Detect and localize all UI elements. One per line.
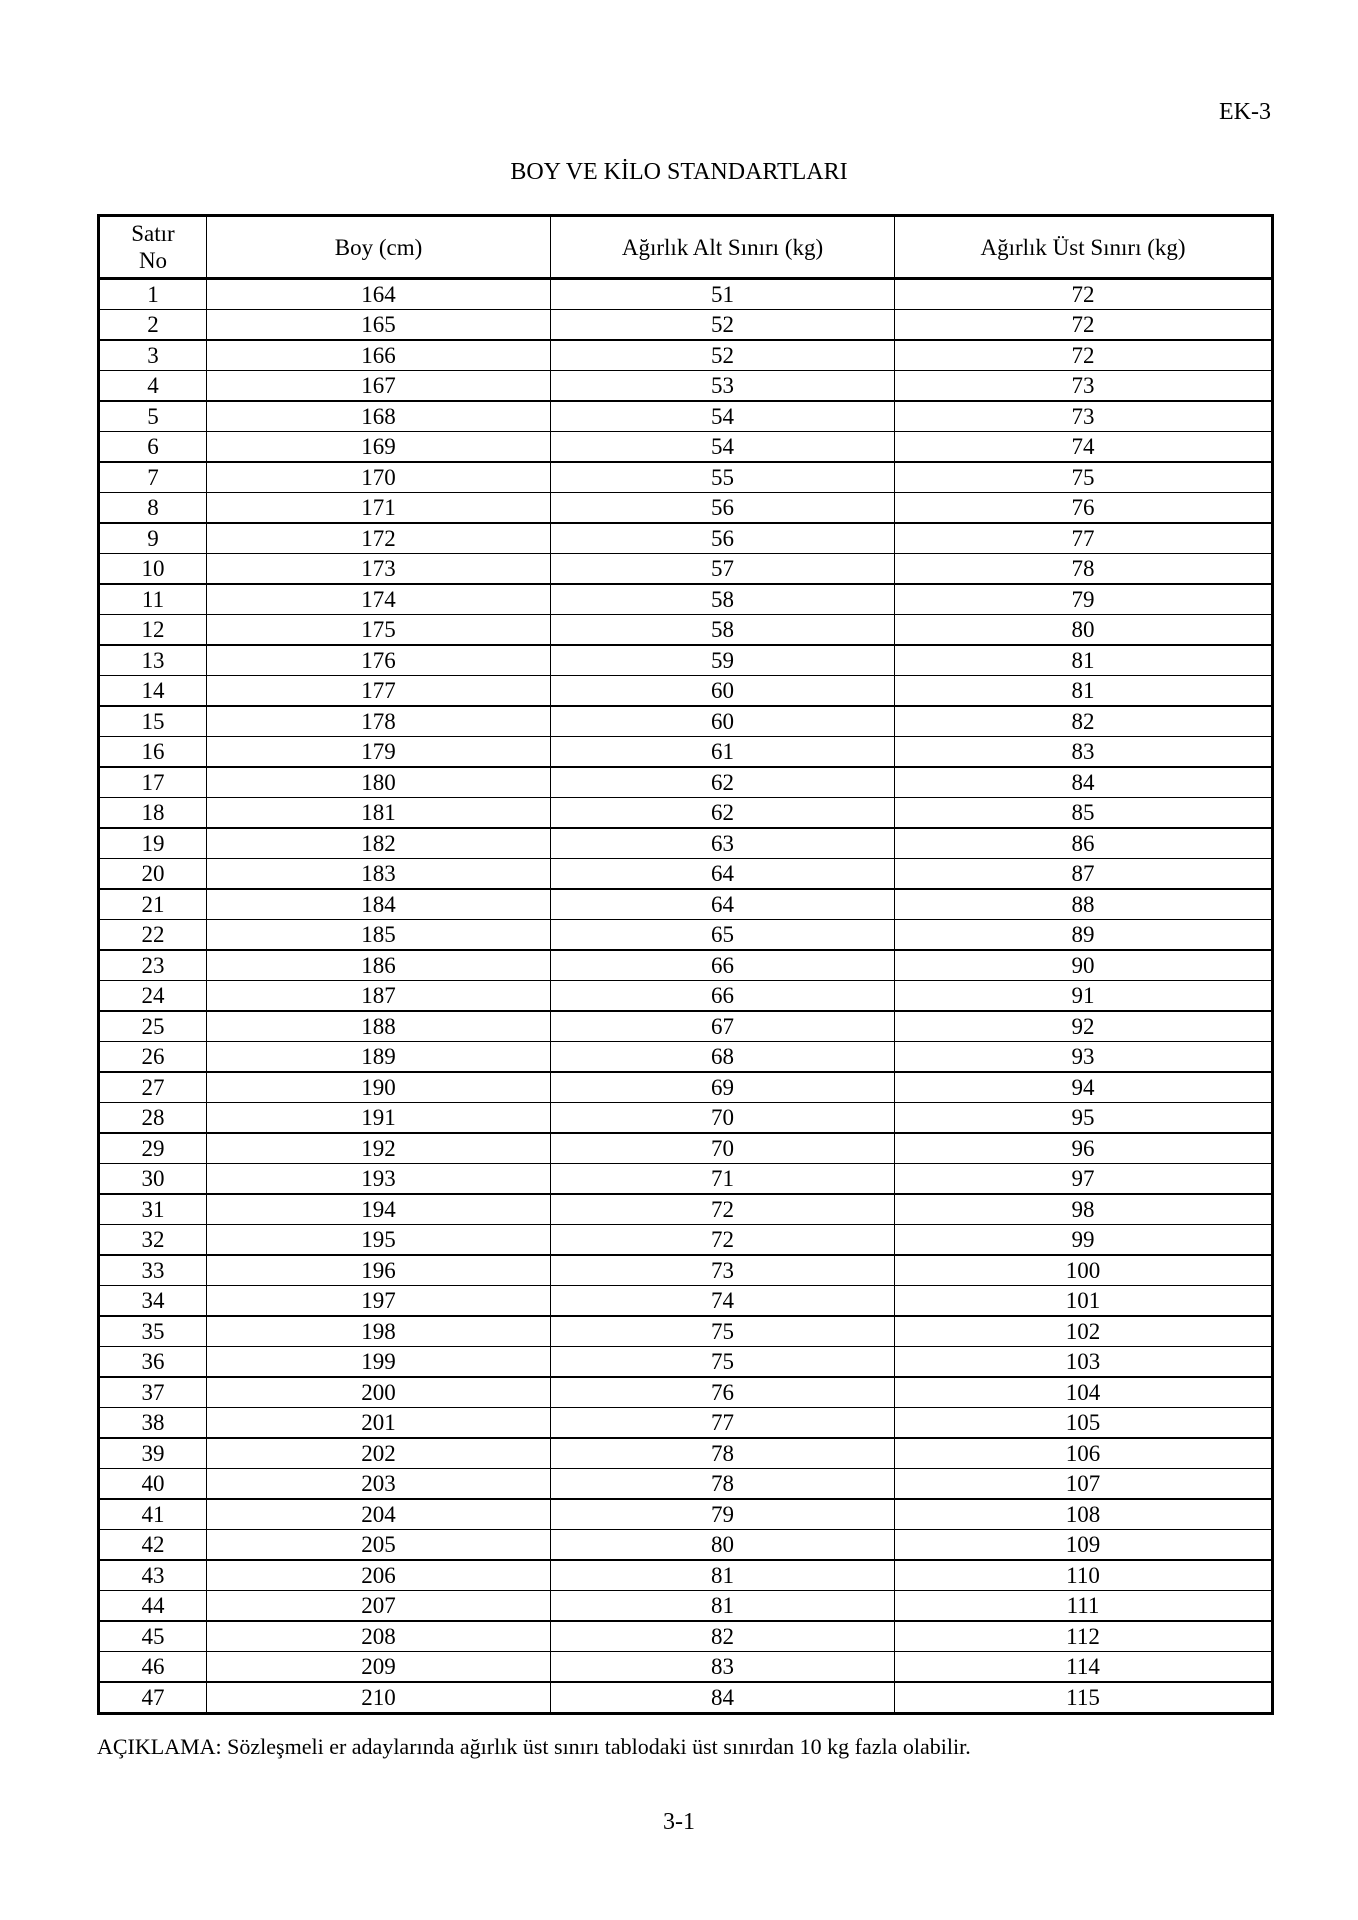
cell-weight-min: 83	[551, 1652, 895, 1683]
table-row	[99, 981, 1273, 1012]
cell-weight-max: 115	[895, 1682, 1273, 1714]
cell-height: 182	[207, 828, 551, 859]
table-row	[99, 1164, 1273, 1195]
table-row	[99, 1042, 1273, 1073]
table-row	[99, 1682, 1273, 1714]
cell-row-no: 12	[99, 615, 207, 646]
cell-height: 206	[207, 1560, 551, 1591]
cell-row-no: 32	[99, 1225, 207, 1256]
table-row	[99, 1103, 1273, 1134]
cell-row-no: 29	[99, 1133, 207, 1164]
cell-weight-min: 71	[551, 1164, 895, 1195]
header-height: Boy (cm)	[207, 216, 551, 279]
cell-weight-max: 114	[895, 1652, 1273, 1683]
cell-weight-max: 100	[895, 1255, 1273, 1286]
cell-weight-min: 68	[551, 1042, 895, 1073]
cell-weight-min: 51	[551, 279, 895, 310]
table-row	[99, 767, 1273, 798]
cell-height: 201	[207, 1408, 551, 1439]
cell-weight-min: 84	[551, 1682, 895, 1714]
cell-weight-max: 85	[895, 798, 1273, 829]
header-row-no	[99, 216, 207, 279]
table-row	[99, 1225, 1273, 1256]
cell-weight-max: 106	[895, 1438, 1273, 1469]
cell-row-no: 38	[99, 1408, 207, 1439]
cell-weight-min: 60	[551, 706, 895, 737]
table-row	[99, 889, 1273, 920]
cell-height: 205	[207, 1530, 551, 1561]
cell-weight-max: 101	[895, 1286, 1273, 1317]
cell-height: 169	[207, 432, 551, 463]
cell-weight-min: 54	[551, 432, 895, 463]
cell-weight-max: 82	[895, 706, 1273, 737]
cell-weight-max: 98	[895, 1194, 1273, 1225]
cell-row-no: 36	[99, 1347, 207, 1378]
cell-row-no: 7	[99, 462, 207, 493]
cell-weight-min: 81	[551, 1591, 895, 1622]
cell-row-no: 44	[99, 1591, 207, 1622]
cell-weight-min: 72	[551, 1225, 895, 1256]
cell-row-no: 37	[99, 1377, 207, 1408]
cell-weight-min: 75	[551, 1316, 895, 1347]
cell-row-no: 40	[99, 1469, 207, 1500]
cell-row-no: 28	[99, 1103, 207, 1134]
cell-row-no: 15	[99, 706, 207, 737]
cell-weight-max: 109	[895, 1530, 1273, 1561]
cell-weight-max: 105	[895, 1408, 1273, 1439]
cell-row-no: 24	[99, 981, 207, 1012]
table-row	[99, 920, 1273, 951]
table-row	[99, 1560, 1273, 1591]
cell-weight-max: 76	[895, 493, 1273, 524]
cell-height: 188	[207, 1011, 551, 1042]
cell-row-no: 22	[99, 920, 207, 951]
table-row	[99, 1621, 1273, 1652]
cell-row-no: 27	[99, 1072, 207, 1103]
header-row-no-line2: No	[138, 248, 168, 273]
table-row	[99, 706, 1273, 737]
table-row	[99, 737, 1273, 768]
cell-height: 179	[207, 737, 551, 768]
cell-height: 183	[207, 859, 551, 890]
cell-row-no: 47	[99, 1682, 207, 1714]
cell-row-no: 23	[99, 950, 207, 981]
cell-row-no: 8	[99, 493, 207, 524]
header-row-no-line1: Satır	[131, 221, 175, 246]
table-row	[99, 584, 1273, 615]
cell-height: 194	[207, 1194, 551, 1225]
table-row	[99, 310, 1273, 341]
table-row	[99, 1255, 1273, 1286]
table-row	[99, 1530, 1273, 1561]
table-row	[99, 1133, 1273, 1164]
cell-height: 210	[207, 1682, 551, 1714]
cell-height: 185	[207, 920, 551, 951]
cell-height: 180	[207, 767, 551, 798]
cell-weight-max: 99	[895, 1225, 1273, 1256]
cell-height: 187	[207, 981, 551, 1012]
page-number: 3-1	[663, 1809, 695, 1835]
cell-height: 175	[207, 615, 551, 646]
cell-weight-max: 94	[895, 1072, 1273, 1103]
cell-weight-min: 78	[551, 1438, 895, 1469]
cell-row-no: 42	[99, 1530, 207, 1561]
table-row	[99, 645, 1273, 676]
cell-height: 181	[207, 798, 551, 829]
cell-weight-min: 55	[551, 462, 895, 493]
table-row	[99, 1591, 1273, 1622]
cell-weight-min: 54	[551, 401, 895, 432]
cell-row-no: 14	[99, 676, 207, 707]
table-row	[99, 950, 1273, 981]
cell-weight-max: 112	[895, 1621, 1273, 1652]
page-title: BOY VE KİLO STANDARTLARI	[510, 159, 848, 185]
table-row	[99, 615, 1273, 646]
table-row	[99, 371, 1273, 402]
cell-weight-max: 110	[895, 1560, 1273, 1591]
cell-weight-min: 66	[551, 981, 895, 1012]
table-row	[99, 1438, 1273, 1469]
cell-row-no: 9	[99, 523, 207, 554]
cell-weight-min: 66	[551, 950, 895, 981]
cell-weight-min: 82	[551, 1621, 895, 1652]
cell-weight-min: 65	[551, 920, 895, 951]
cell-row-no: 33	[99, 1255, 207, 1286]
cell-row-no: 30	[99, 1164, 207, 1195]
header-weight-min: Ağırlık Alt Sınırı (kg)	[551, 216, 895, 279]
cell-weight-min: 52	[551, 310, 895, 341]
annex-label: EK-3	[1219, 99, 1271, 125]
cell-height: 203	[207, 1469, 551, 1500]
cell-weight-min: 75	[551, 1347, 895, 1378]
cell-weight-min: 67	[551, 1011, 895, 1042]
cell-weight-min: 70	[551, 1103, 895, 1134]
cell-weight-min: 58	[551, 584, 895, 615]
cell-weight-min: 77	[551, 1408, 895, 1439]
table-row	[99, 279, 1273, 310]
cell-row-no: 26	[99, 1042, 207, 1073]
cell-weight-max: 75	[895, 462, 1273, 493]
cell-weight-min: 63	[551, 828, 895, 859]
cell-weight-max: 84	[895, 767, 1273, 798]
table-row	[99, 462, 1273, 493]
cell-weight-max: 81	[895, 645, 1273, 676]
cell-row-no: 21	[99, 889, 207, 920]
cell-weight-min: 62	[551, 798, 895, 829]
height-weight-table	[97, 214, 1274, 1715]
cell-weight-max: 95	[895, 1103, 1273, 1134]
cell-height: 165	[207, 310, 551, 341]
cell-height: 207	[207, 1591, 551, 1622]
cell-row-no: 17	[99, 767, 207, 798]
table-row	[99, 1194, 1273, 1225]
cell-row-no: 45	[99, 1621, 207, 1652]
table-row	[99, 493, 1273, 524]
cell-height: 164	[207, 279, 551, 310]
cell-height: 173	[207, 554, 551, 585]
cell-weight-max: 72	[895, 279, 1273, 310]
cell-row-no: 6	[99, 432, 207, 463]
cell-row-no: 43	[99, 1560, 207, 1591]
cell-weight-min: 61	[551, 737, 895, 768]
cell-height: 177	[207, 676, 551, 707]
cell-height: 208	[207, 1621, 551, 1652]
cell-weight-min: 80	[551, 1530, 895, 1561]
cell-height: 196	[207, 1255, 551, 1286]
cell-weight-min: 70	[551, 1133, 895, 1164]
cell-height: 197	[207, 1286, 551, 1317]
cell-row-no: 18	[99, 798, 207, 829]
cell-weight-max: 80	[895, 615, 1273, 646]
cell-row-no: 46	[99, 1652, 207, 1683]
table-row	[99, 1347, 1273, 1378]
cell-weight-max: 81	[895, 676, 1273, 707]
cell-row-no: 20	[99, 859, 207, 890]
cell-weight-max: 72	[895, 340, 1273, 371]
cell-height: 190	[207, 1072, 551, 1103]
table-row	[99, 523, 1273, 554]
cell-weight-max: 83	[895, 737, 1273, 768]
cell-weight-min: 79	[551, 1499, 895, 1530]
cell-row-no: 13	[99, 645, 207, 676]
cell-weight-min: 60	[551, 676, 895, 707]
cell-weight-min: 78	[551, 1469, 895, 1500]
cell-weight-min: 62	[551, 767, 895, 798]
header-weight-max: Ağırlık Üst Sınırı (kg)	[895, 216, 1273, 279]
cell-row-no: 4	[99, 371, 207, 402]
cell-row-no: 25	[99, 1011, 207, 1042]
cell-height: 199	[207, 1347, 551, 1378]
table-row	[99, 1377, 1273, 1408]
cell-weight-max: 78	[895, 554, 1273, 585]
table-row	[99, 828, 1273, 859]
cell-weight-max: 86	[895, 828, 1273, 859]
table-row	[99, 1011, 1273, 1042]
cell-row-no: 5	[99, 401, 207, 432]
table-row	[99, 859, 1273, 890]
cell-row-no: 31	[99, 1194, 207, 1225]
cell-height: 195	[207, 1225, 551, 1256]
cell-weight-min: 76	[551, 1377, 895, 1408]
cell-weight-max: 89	[895, 920, 1273, 951]
cell-row-no: 3	[99, 340, 207, 371]
cell-height: 172	[207, 523, 551, 554]
cell-weight-max: 73	[895, 401, 1273, 432]
cell-weight-min: 81	[551, 1560, 895, 1591]
cell-weight-max: 92	[895, 1011, 1273, 1042]
cell-weight-max: 72	[895, 310, 1273, 341]
cell-row-no: 16	[99, 737, 207, 768]
table-row	[99, 1499, 1273, 1530]
cell-weight-max: 107	[895, 1469, 1273, 1500]
cell-height: 193	[207, 1164, 551, 1195]
cell-weight-max: 77	[895, 523, 1273, 554]
cell-weight-min: 64	[551, 889, 895, 920]
cell-weight-min: 52	[551, 340, 895, 371]
cell-row-no: 1	[99, 279, 207, 310]
cell-height: 198	[207, 1316, 551, 1347]
cell-weight-max: 88	[895, 889, 1273, 920]
cell-row-no: 11	[99, 584, 207, 615]
cell-height: 200	[207, 1377, 551, 1408]
cell-weight-max: 104	[895, 1377, 1273, 1408]
cell-weight-min: 58	[551, 615, 895, 646]
cell-weight-max: 93	[895, 1042, 1273, 1073]
cell-weight-min: 57	[551, 554, 895, 585]
cell-weight-min: 74	[551, 1286, 895, 1317]
cell-weight-max: 103	[895, 1347, 1273, 1378]
table-row	[99, 798, 1273, 829]
cell-weight-max: 87	[895, 859, 1273, 890]
cell-weight-min: 64	[551, 859, 895, 890]
cell-height: 178	[207, 706, 551, 737]
cell-height: 168	[207, 401, 551, 432]
cell-weight-max: 91	[895, 981, 1273, 1012]
cell-height: 191	[207, 1103, 551, 1134]
cell-weight-min: 73	[551, 1255, 895, 1286]
table-header-row	[99, 216, 1273, 279]
cell-weight-max: 74	[895, 432, 1273, 463]
table-row	[99, 1072, 1273, 1103]
table-row	[99, 554, 1273, 585]
table-row	[99, 1652, 1273, 1683]
table-row	[99, 1408, 1273, 1439]
cell-height: 166	[207, 340, 551, 371]
table-row	[99, 340, 1273, 371]
cell-row-no: 34	[99, 1286, 207, 1317]
cell-height: 192	[207, 1133, 551, 1164]
cell-weight-min: 72	[551, 1194, 895, 1225]
cell-height: 167	[207, 371, 551, 402]
cell-row-no: 39	[99, 1438, 207, 1469]
table-row	[99, 1469, 1273, 1500]
cell-height: 209	[207, 1652, 551, 1683]
cell-weight-max: 96	[895, 1133, 1273, 1164]
cell-row-no: 10	[99, 554, 207, 585]
cell-weight-min: 56	[551, 493, 895, 524]
cell-weight-min: 69	[551, 1072, 895, 1103]
cell-weight-max: 108	[895, 1499, 1273, 1530]
table-row	[99, 401, 1273, 432]
cell-height: 202	[207, 1438, 551, 1469]
table-body	[99, 279, 1273, 1714]
cell-weight-max: 111	[895, 1591, 1273, 1622]
cell-row-no: 35	[99, 1316, 207, 1347]
cell-weight-min: 59	[551, 645, 895, 676]
cell-weight-min: 56	[551, 523, 895, 554]
cell-height: 176	[207, 645, 551, 676]
cell-weight-max: 102	[895, 1316, 1273, 1347]
cell-row-no: 2	[99, 310, 207, 341]
cell-weight-max: 90	[895, 950, 1273, 981]
cell-height: 174	[207, 584, 551, 615]
cell-height: 184	[207, 889, 551, 920]
cell-weight-max: 79	[895, 584, 1273, 615]
cell-weight-max: 97	[895, 1164, 1273, 1195]
cell-height: 189	[207, 1042, 551, 1073]
cell-height: 204	[207, 1499, 551, 1530]
table-row	[99, 1286, 1273, 1317]
cell-height: 186	[207, 950, 551, 981]
table-row	[99, 432, 1273, 463]
cell-height: 171	[207, 493, 551, 524]
table-row	[99, 676, 1273, 707]
cell-weight-min: 53	[551, 371, 895, 402]
cell-row-no: 19	[99, 828, 207, 859]
cell-row-no: 41	[99, 1499, 207, 1530]
table-row	[99, 1316, 1273, 1347]
cell-weight-max: 73	[895, 371, 1273, 402]
cell-height: 170	[207, 462, 551, 493]
explanation-note: AÇIKLAMA: Sözleşmeli er adaylarında ağırlık üst sınırı tablodaki üst sınırdan 10 kg fazla olabilir.	[97, 1734, 971, 1759]
